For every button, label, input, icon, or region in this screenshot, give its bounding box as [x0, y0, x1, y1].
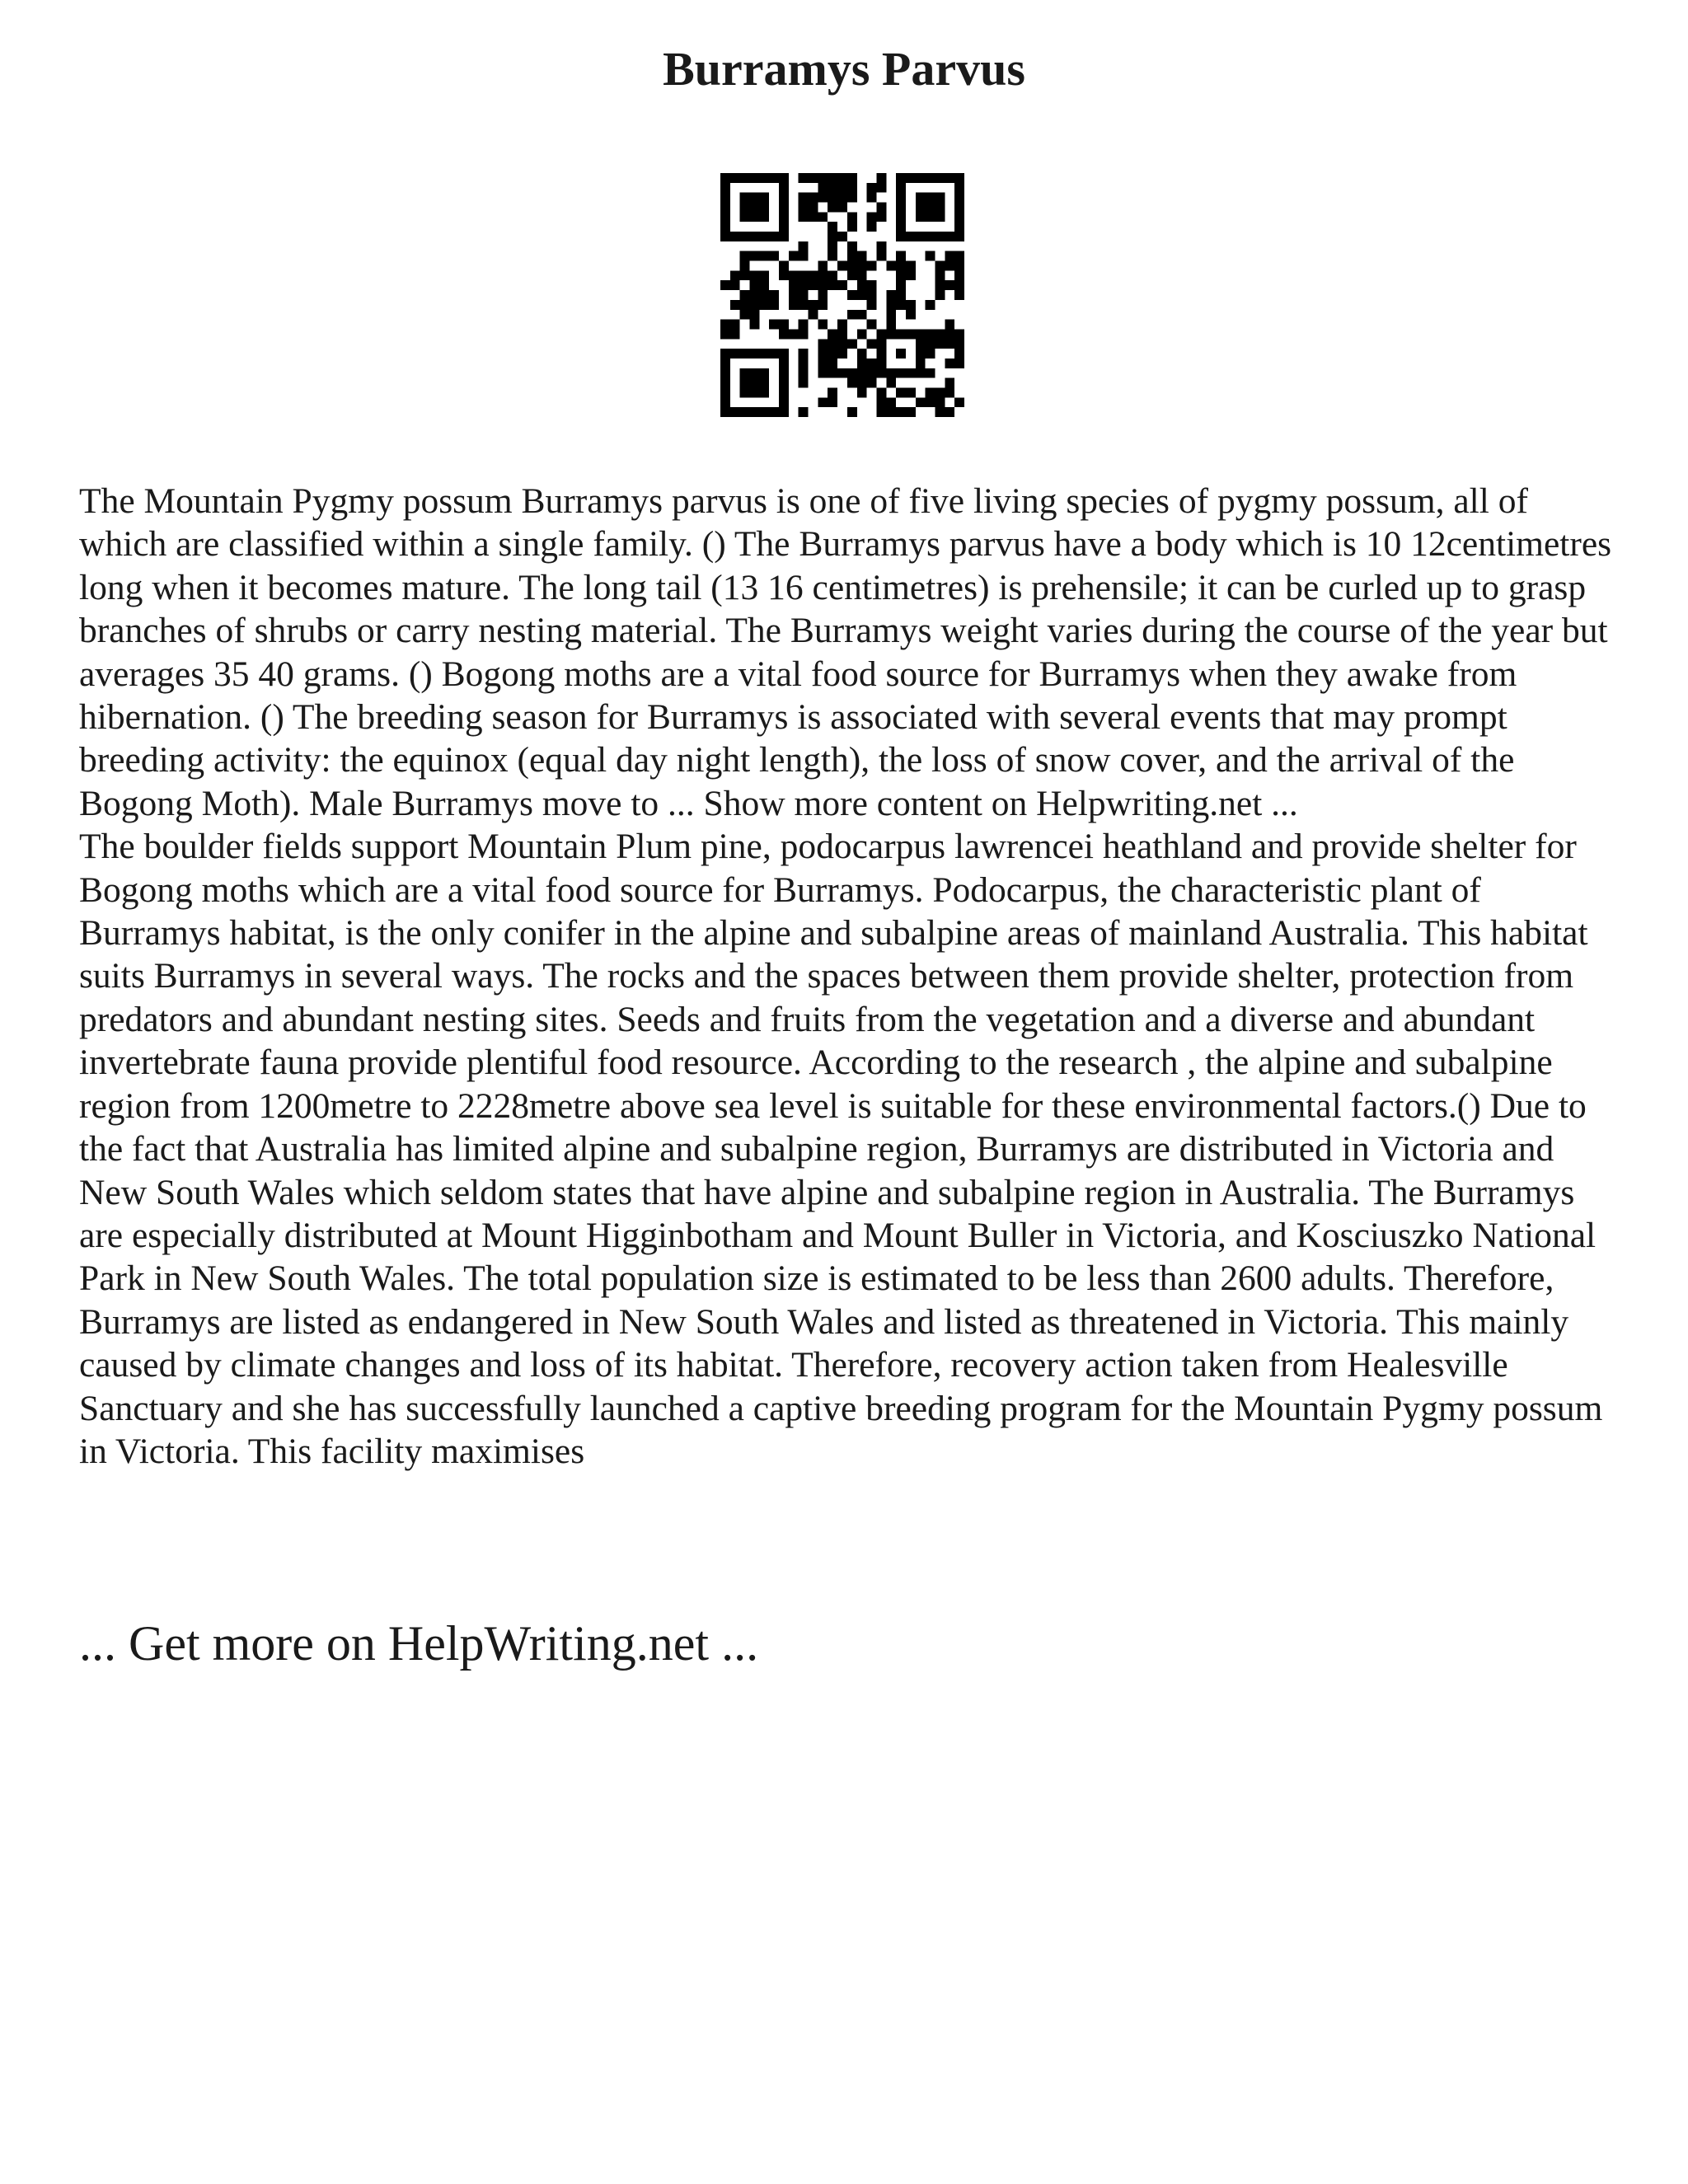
- paragraph-1: The Mountain Pygmy possum Burramys parvus is one of five living species of pygmy possum, all of which are classified within a single family. () The Burramys parvus have a body which is 10 12centimetres long when it becomes mature. The long tail (13 16 centimetres) is prehensile; it can be curled up to grasp branches of shrubs or carry nesting material. The Burramys weight varies during the course of the year but averages 35 40 grams. () Bogong moths are a vital food source for Burramys when they awake from hibernation. () The breeding season for Burramys is associated with several events that may prompt breeding activity: the equinox (equal day night length), the loss of snow cover, and the arrival of the Bogong Moth). Male Burramys move to ... Show more content on Helpwriting.net ...: [79, 481, 1612, 823]
- article-body: [79, 480, 1620, 1473]
- paragraph-2: The boulder fields support Mountain Plum pine, podocarpus lawrencei heathland and provide shelter for Bogong moths which are a vital food source for Burramys. Podocarpus, the characteristic plant of Burramys habitat, is the only conifer in the alpine and subalpine areas of mainland Australia. This habitat suits Burramys in several ways. The rocks and the spaces between them provide shelter, protection from predators and abundant nesting sites. Seeds and fruits from the vegetation and a diverse and abundant invertebrate fauna provide plentiful food resource. According to the research , the alpine and subalpine region from 1200metre to 2228metre above sea level is suitable for these environmental factors.() Due to the fact that Australia has limited alpine and subalpine region, Burramys are distributed in Victoria and New South Wales which seldom states that have alpine and subalpine region in Australia. The Burramys are especially distributed at Mount Higginbotham and Mount Buller in Victoria, and Kosciuszko National Park in New South Wales. The total population size is estimated to be less than 2600 adults. Therefore, Burramys are listed as endangered in New South Wales and listed as threatened in Victoria. This mainly caused by climate changes and loss of its habitat. Therefore, recovery action taken from Healesville Sanctuary and she has successfully launched a captive breeding program for the Mountain Pygmy possum in Victoria. This facility maximises: [79, 827, 1603, 1471]
- page-title: Burramys Parvus: [663, 42, 1025, 96]
- get-more-link[interactable]: ... Get more on HelpWriting.net ...: [79, 1616, 759, 1671]
- qr-code-icon[interactable]: [720, 173, 964, 417]
